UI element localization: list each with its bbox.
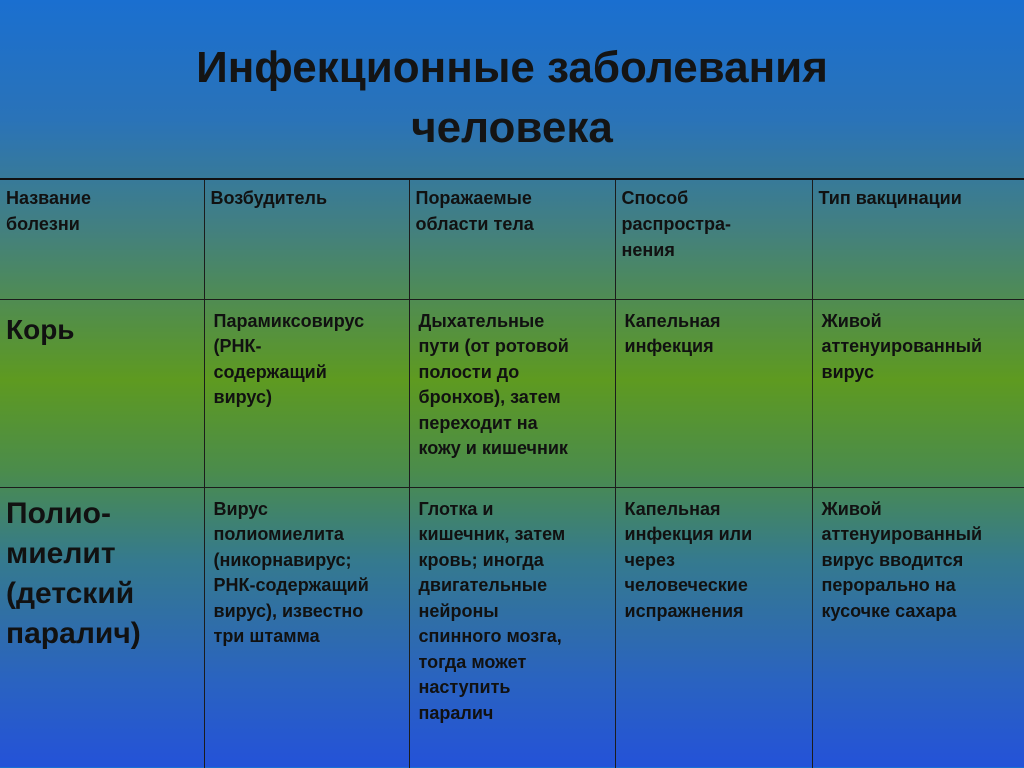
table-row xyxy=(0,299,1024,487)
pathogen-cell: Вирус полиомиелита (никорнавирус; РНК-содержащий вирус), известно три штамма xyxy=(204,487,409,768)
slide-title-line: Инфекционные заболевания xyxy=(196,43,828,92)
disease-name-cell: Полио- миелит (детский паралич) xyxy=(0,487,204,768)
table-header-row xyxy=(0,179,1024,299)
header-affected-areas: Поражаемые области тела xyxy=(409,179,615,299)
header-pathogen: Возбудитель xyxy=(204,179,409,299)
infectious-diseases-table xyxy=(0,178,1024,768)
table-row xyxy=(0,487,1024,768)
affected-areas-cell: Дыхательные пути (от ротовой полости до бронхов), затем переходит на кожу и кишечник xyxy=(409,299,615,487)
transmission-cell: Капельная инфекция xyxy=(615,299,812,487)
slide-title xyxy=(0,38,1024,158)
disease-name-cell: Корь xyxy=(0,299,204,487)
transmission-cell: Капельная инфекция или через человеческие испражнения xyxy=(615,487,812,768)
vaccination-cell: Живой аттенуированный вирус xyxy=(812,299,1024,487)
affected-areas-cell: Глотка и кишечник, затем кровь; иногда двигательные нейроны спинного мозга, тогда может наступить паралич xyxy=(409,487,615,768)
header-transmission: Способ распростра- нения xyxy=(615,179,812,299)
header-vaccination-type: Тип вакцинации xyxy=(812,179,1024,299)
pathogen-cell: Парамиксовирус (РНК- содержащий вирус) xyxy=(204,299,409,487)
vaccination-cell: Живой аттенуированный вирус вводится перорально на кусочке сахара xyxy=(812,487,1024,768)
slide-title-line: человека xyxy=(411,103,613,152)
header-disease-name: Название болезни xyxy=(0,179,204,299)
